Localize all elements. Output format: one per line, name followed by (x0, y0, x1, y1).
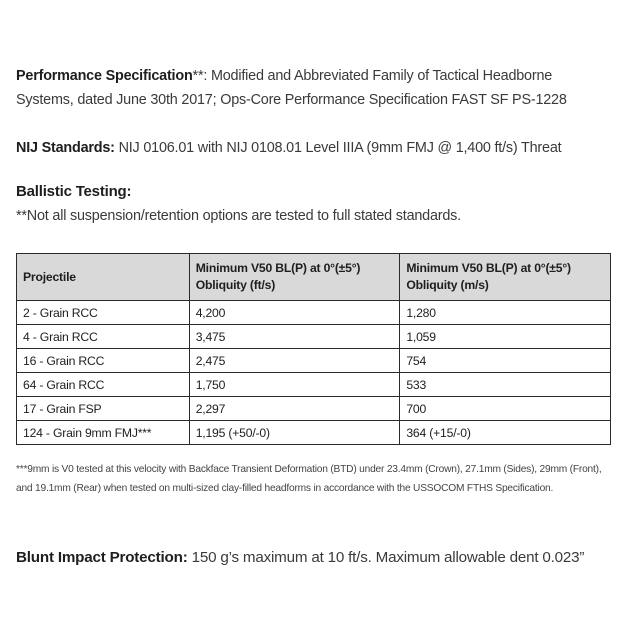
performance-spec-label: Performance Specification (16, 68, 193, 84)
header-projectile: Projectile (17, 254, 190, 301)
v50-fts-cell: 2,475 (189, 349, 400, 373)
v50-ms-cell: 364 (+15/-0) (400, 421, 611, 445)
table-header-row (17, 254, 611, 301)
ballistic-testing-note: **Not all suspension/retention options are tested to full stated standards. (16, 208, 461, 224)
v50-ms-cell: 700 (400, 397, 611, 421)
fmj-footnote: ***9mm is V0 tested at this velocity with Backface Transient Deformation (BTD) under 23.4mm (Crown), 27.1mm (Sides), 29mm (Front), and 19.1mm (Rear) when tested on multi-sized clay-filled headforms in accordance with the USSOCOM FTHS Specification. (16, 464, 602, 494)
nij-standards-label: NIJ Standards: (16, 140, 115, 156)
performance-spec-marker: ** (192, 68, 204, 84)
table-row (17, 325, 611, 349)
v50-ms-cell: 533 (400, 373, 611, 397)
blunt-impact-protection (16, 546, 612, 570)
v50-ms-cell: 754 (400, 349, 611, 373)
table-row (17, 349, 611, 373)
ballistic-table (16, 253, 611, 445)
projectile-cell: 64 - Grain RCC (17, 373, 190, 397)
nij-standards-text: NIJ 0106.01 with NIJ 0108.01 Level IIIA (9mm FMJ @ 1,400 ft/s) Threat (114, 140, 562, 156)
blunt-impact-label: Blunt Impact Protection: (16, 549, 188, 566)
v50-fts-cell: 2,297 (189, 397, 400, 421)
v50-fts-cell: 1,195 (+50/-0) (189, 421, 400, 445)
v50-fts-cell: 1,750 (189, 373, 400, 397)
nij-standards (16, 136, 612, 160)
projectile-cell: 2 - Grain RCC (17, 301, 190, 325)
v50-ms-cell: 1,059 (400, 325, 611, 349)
ballistic-testing-label: Ballistic Testing: (16, 183, 132, 200)
projectile-cell: 124 - Grain 9mm FMJ*** (17, 421, 190, 445)
header-v50-fts: Minimum V50 BL(P) at 0°(±5°) Obliquity (ft/s) (189, 254, 400, 301)
v50-fts-cell: 4,200 (189, 301, 400, 325)
projectile-cell: 4 - Grain RCC (17, 325, 190, 349)
projectile-cell: 17 - Grain FSP (17, 397, 190, 421)
blunt-impact-text: 150 g’s maximum at 10 ft/s. Maximum allowable dent 0.023” (187, 549, 585, 566)
v50-fts-cell: 3,475 (189, 325, 400, 349)
table-row (17, 373, 611, 397)
table-row (17, 397, 611, 421)
v50-ms-cell: 1,280 (400, 301, 611, 325)
performance-spec-text: : Modified and Abbreviated Family of Tactical Headborne Systems, dated June 30th 2017; Ops-Core Performance Specification FAST SF PS-1228 (16, 68, 567, 108)
header-v50-ms: Minimum V50 BL(P) at 0°(±5°) Obliquity (m/s) (400, 254, 611, 301)
performance-specification (16, 64, 612, 112)
table-row (17, 301, 611, 325)
ballistic-testing (16, 180, 612, 228)
table-row (17, 421, 611, 445)
projectile-cell: 16 - Grain RCC (17, 349, 190, 373)
